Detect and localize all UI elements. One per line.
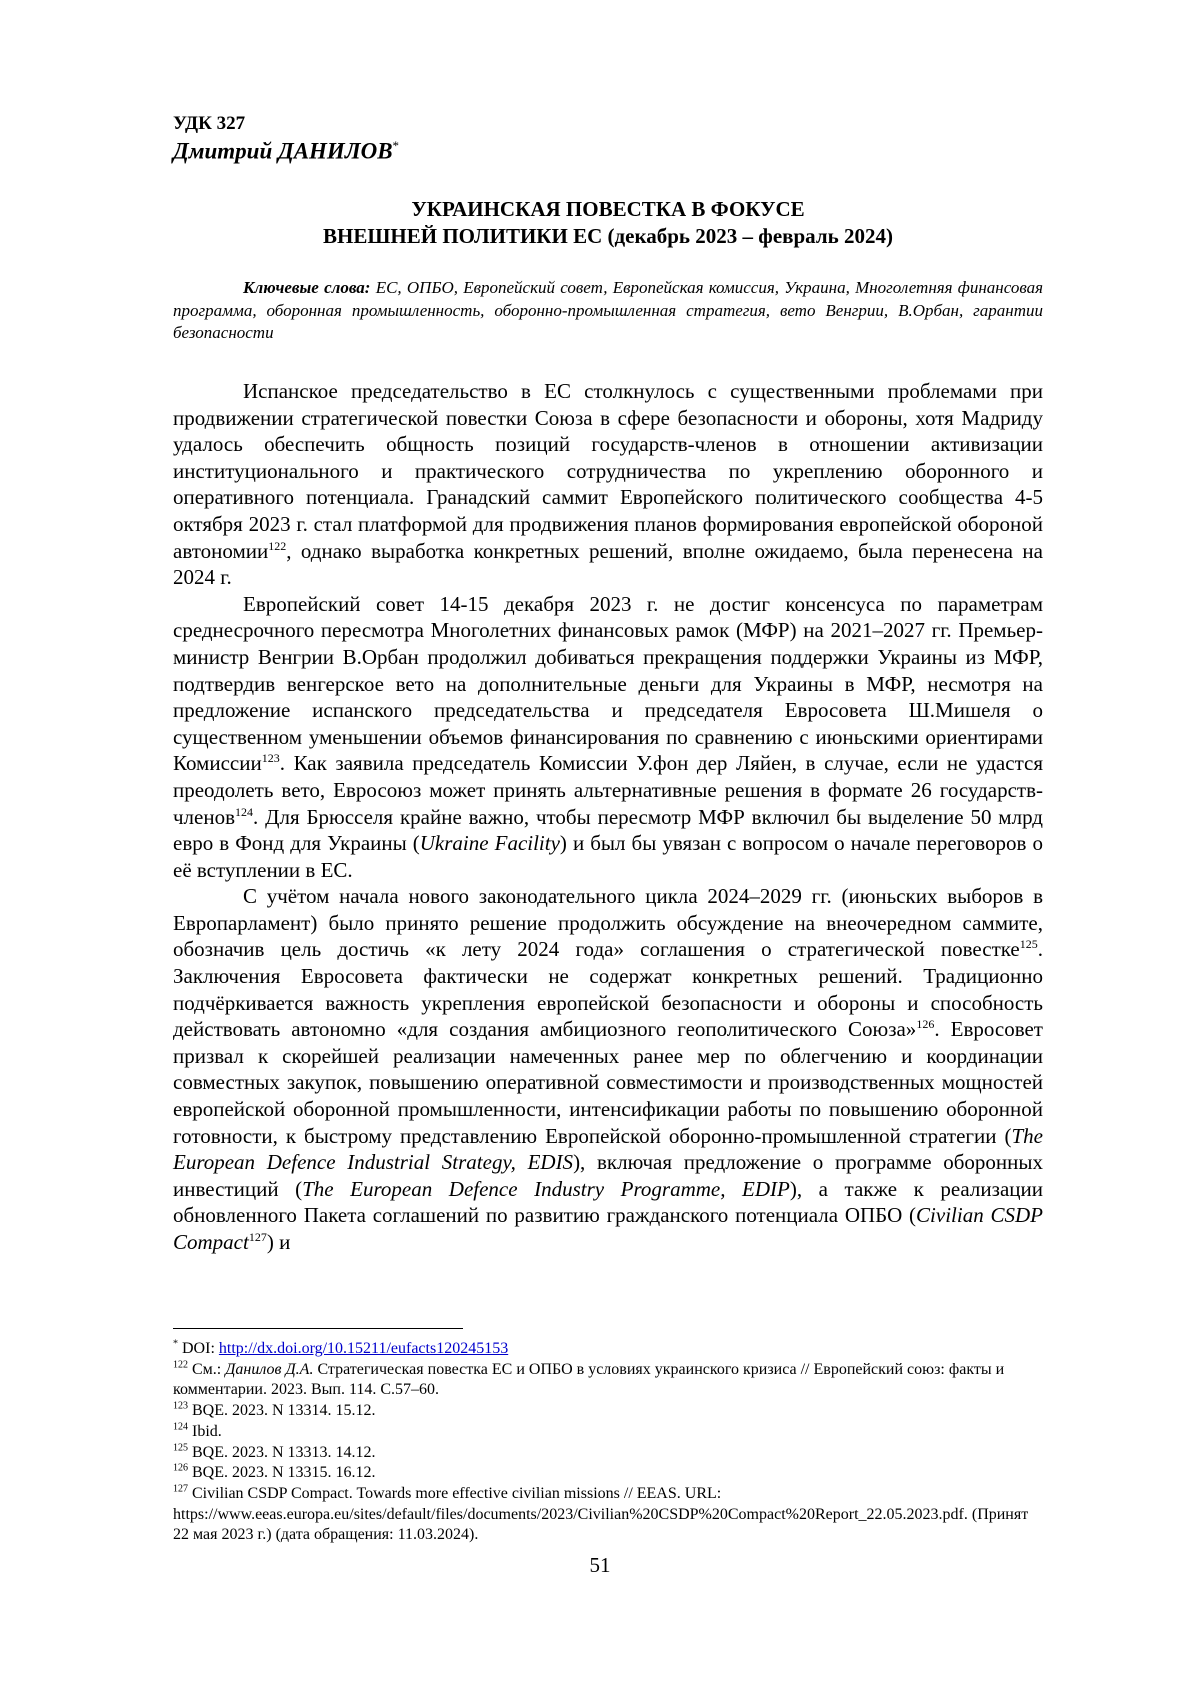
paragraph-text: . Как заявила председатель Комиссии У.фон дер Ляйен, в случае, если не удастся преодолеть вето, Евросоюз может принять альтернативные решения в формате 26 государств-членов [173,751,1043,829]
paragraph-text: . Евросовет призвал к скорейшей реализации намеченных ранее мер по облегчению и координации совместных закупок, повышению оперативной совместимости и производственных мощностей европейской оборонной промышленности, интенсификации работы по повышению оборонной готовности, к быстрому представлению Европейской оборонно-промышленной стратегии ( [173,1017,1043,1148]
italic-term: Civilian CSDP Compact [173,1203,1043,1254]
footnote-number: 125 [173,1442,188,1454]
footnote-text: Ibid. [188,1422,222,1440]
paragraph-text: ) и [266,1230,291,1254]
paragraph-text: ) и был бы увязан с вопросом о начале переговоров о её вступлении в ЕС. [173,831,1043,882]
italic-term: The European Defence Industrial Strategy, EDIS [173,1123,1043,1175]
footnote-number: 124 [173,1421,188,1433]
paragraph-text: С учётом начала нового законодательного цикла 2024–2029 гг. (июньских выборов в Европарламент) было принято решение продолжить обсуждение на внеочередном саммите, обозначив цель достичь «к лету 2024 года» соглашения о стратегической повестке [173,884,1043,962]
footnote-ref-125[interactable]: 125 [1019,937,1038,952]
article-title-line-1: УКРАИНСКАЯ ПОВЕСТКА В ФОКУСЕ [411,197,805,221]
footnote-number: 127 [173,1483,188,1495]
keywords-label: Ключевые слова: [243,278,371,297]
footnote-text: BQE. 2023. N 13313. 14.12. [188,1443,376,1461]
udc-code: УДК 327 [173,113,246,134]
italic-term: Ukraine Facility [419,831,560,856]
footnote-124 [173,1422,1043,1443]
footnote-text: Стратегическая повестка ЕС и ОПБО в условиях украинского кризиса // Европейский союз: факты и комментарии. 2023. Вып. 114. С.57–60. [173,1360,1005,1399]
footnote-123 [173,1401,1043,1422]
keywords-text: ЕС, ОПБО, Европейский совет, Европейская комиссия, Украина, Многолетняя финансовая программа, оборонная промышленность, оборонно-промышленная стратегия, вето Венгрии, В.Орбан, гарантии безопасности [173,278,1043,342]
footnote-divider [173,1328,463,1329]
footnote-number: 126 [173,1462,188,1474]
footnote-mark: * [173,1338,178,1350]
author-name [173,138,399,165]
italic-term: The European Defence Industry Programme, EDIP [302,1176,790,1201]
footnote-ref-124[interactable]: 124 [235,804,254,819]
article-title-line-2: ВНЕШНЕЙ ПОЛИТИКИ ЕС (декабрь 2023 – февраль 2024) [323,224,893,248]
author-text: Дмитрий ДАНИЛОВ [173,138,393,164]
article-body [173,378,1043,1256]
doi-link[interactable]: http://dx.doi.org/10.15211/eufacts120245153 [218,1340,509,1357]
footnotes-block [173,1339,1043,1546]
paragraph-2 [173,591,1043,884]
footnote-number: 123 [173,1400,188,1412]
paragraph-text: ), включая предложение о программе оборонных инвестиций ( [173,1150,1043,1201]
paragraph-text: ), а также к реализации обновленного Пакета соглашений по развитию гражданского потенциала ОПБО ( [173,1176,1043,1228]
footnote-127 [173,1484,1043,1546]
keywords-block [173,277,1043,345]
footnote-126 [173,1463,1043,1484]
footnote-text: (Принят 22 мая 2023 г.) (дата обращения: 11.03.2024). [173,1505,1029,1544]
paragraph-text: Испанское председательство в ЕС столкнулось с существенными проблемами при продвижении стратегической повестки Союза в сфере безопасности и обороны, хотя Мадриду удалось обеспечить общность позиций государств-членов в отношении активизации институционального и практического сотрудничества по укреплению оборонного и оперативного потенциала. Гранадский саммит Европейского политического сообщества 4-5 октября 2023 г. стал платформой для продвижения планов формирования европейской обороной автономии [173,379,1043,563]
footnote-ref-122[interactable]: 122 [268,538,287,553]
paragraph-3 [173,883,1043,1255]
paragraph-text: Европейский совет 14-15 декабря 2023 г. не достиг консенсуса по параметрам среднесрочного пересмотра Многолетних финансовых рамок (МФР) на 2021–2027 гг. Премьер-министр Венгрии В.Орбан продолжил добиваться прекращения поддержки Украины из МФР, подтвердив венгерское вето на дополнительные деньги для Украины в МФР, несмотря на предложение испанского председательства и председателя Евросовета Ш.Мишеля о существенном уменьшении объемов финансирования по сравнению с июньскими ориентирами Комиссии [173,591,1043,776]
footnote-ref-123[interactable]: 123 [261,751,280,766]
footnote-author: Данилов Д.А. [225,1360,314,1378]
footnote-122 [173,1360,1043,1401]
footnote-ref-127[interactable]: 127 [248,1230,267,1244]
page-number: 51 [589,1553,611,1577]
footnote-ref-126[interactable]: 126 [916,1017,935,1032]
paragraph-1 [173,378,1043,591]
paragraph-text: . Для Брюсселя крайне важно, чтобы пересмотр МФР включил бы выделение 50 млрд евро в Фонд для Украины ( [173,804,1043,856]
paragraph-text: . Заключения Евросовета фактически не содержат конкретных решений. Традиционно подчёркивается важность укрепления европейской безопасности и обороны и способность действовать автономно «для создания амбициозного геополитического Союза» [173,937,1043,1042]
footnote-text: BQE. 2023. N 13314. 15.12. [188,1402,376,1420]
eeas-report-url[interactable]: https://www.eeas.europa.eu/sites/default/files/documents/2023/Civilian%20CSDP%20Compact%20Report_22.05.2023.pdf. [173,1505,968,1523]
paragraph-text: , однако выработка конкретных решений, вполне ожидаемо, была перенесена на 2024 г. [173,538,1043,590]
footnote-text: BQE. 2023. N 13315. 16.12. [188,1464,376,1482]
footnote-number: 122 [173,1359,188,1371]
footnote-text: См.: [188,1360,226,1378]
author-footnote-mark: * [392,138,400,153]
footnote-doi [173,1339,1043,1360]
footnote-125 [173,1443,1043,1464]
footnote-text: DOI: [178,1340,219,1357]
footnote-text: Civilian CSDP Compact. Towards more effective civilian missions // EEAS. URL: [188,1484,722,1502]
